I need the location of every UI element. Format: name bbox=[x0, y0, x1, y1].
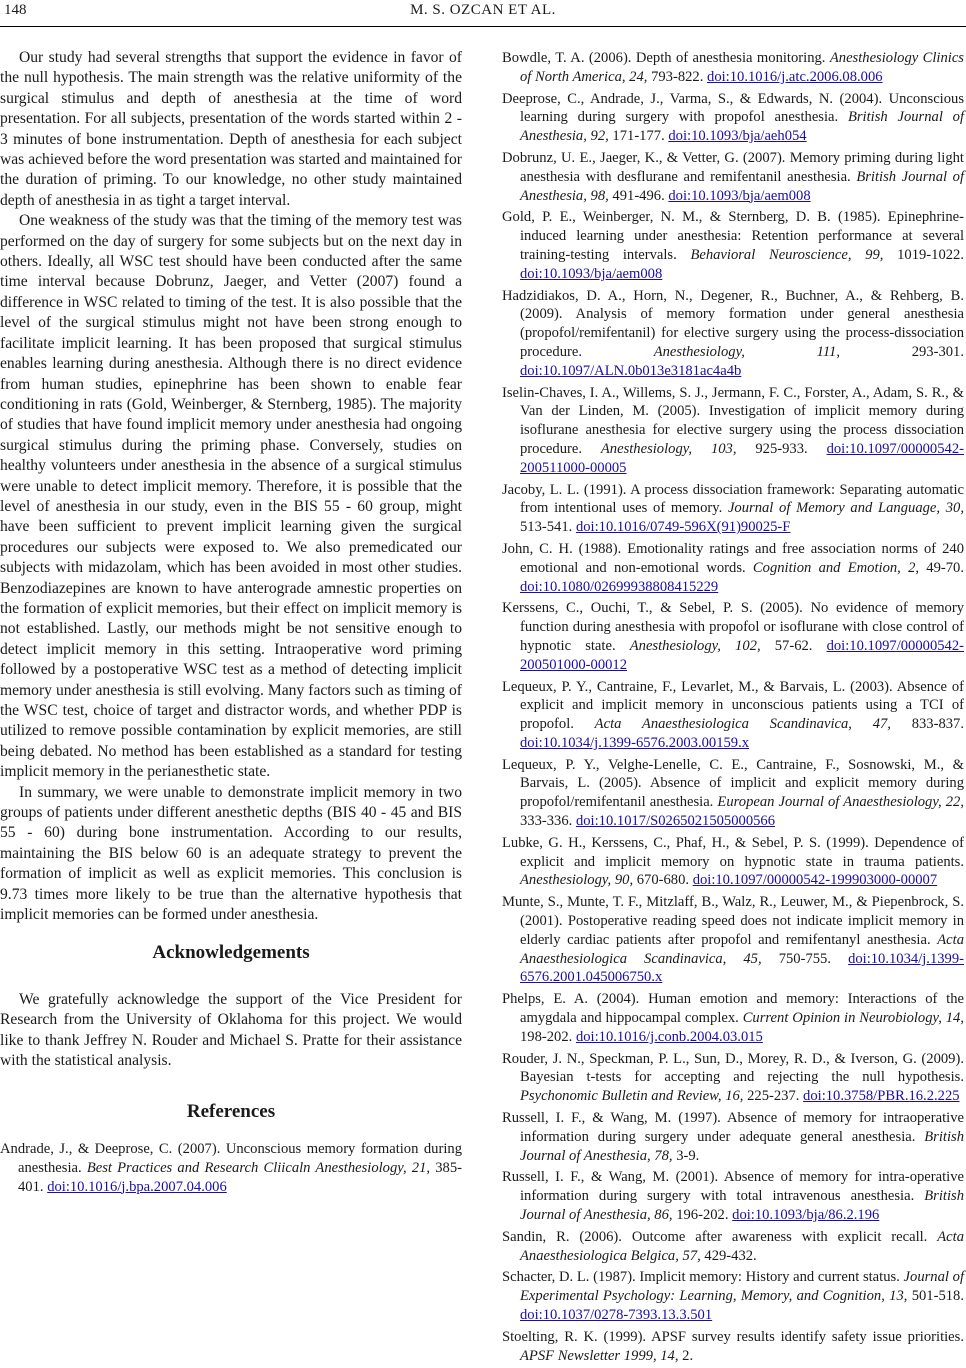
body-paragraph: Our study had several strengths that support the evidence in favor of the null hypothesis. The main strength was the relative uniformity of the surgical stimulus and depth of anesthesia at the time of word presentation. For all subjects, presentation of the words started within 2 - 3 minutes of bone instrumentation. Depth of anesthesia for each subject was achieved before the word presentation was started and maintained for the duration of priming. To our knowledge, no other study maintained depth of anesthesia in as tight a target interval. bbox=[0, 49, 462, 209]
reference-authors-title: Deeprose, C., Andrade, J., Varma, S., & Edwards, N. (2004). Unconscious learning during surgery with propofol anesthesia. bbox=[502, 90, 964, 126]
reference-doi-link[interactable]: doi:10.1097/ALN.0b013e3181ac4a4b bbox=[520, 362, 742, 379]
reference-pages: 2. bbox=[678, 1347, 694, 1364]
reference-source: Cognition and Emotion, 2, bbox=[752, 559, 920, 576]
reference-entry bbox=[502, 1268, 964, 1324]
reference-source: Best Practices and Research Cliicaln Anesthesiology, 21, bbox=[86, 1159, 431, 1176]
reference-pages: 3-9. bbox=[672, 1147, 700, 1164]
reference-pages: 293-301. bbox=[839, 343, 964, 360]
reference-doi-link[interactable]: doi:10.1016/j.atc.2006.08.006 bbox=[707, 68, 883, 85]
reference-pages: 49-70. bbox=[919, 559, 964, 576]
reference-pages: 491-496. bbox=[608, 187, 669, 204]
acknowledgements-text: We gratefully acknowledge the support of the Vice President for Research from the University of Oklahoma for this project. We would like to thank Jeffrey N. Rouder and Michael S. Pratte for their assistance with the statistical analysis. bbox=[0, 990, 462, 1070]
reference-source: Acta Anaesthesiologica Belgica, 57, bbox=[520, 1228, 964, 1264]
reference-doi-link[interactable]: doi:10.1093/bja/aeh054 bbox=[668, 128, 807, 145]
reference-pages: 333-336. bbox=[520, 813, 576, 830]
reference-pages: 385-401. bbox=[18, 1159, 462, 1195]
reference-entry bbox=[502, 49, 964, 87]
reference-source: British Journal of Anesthesia, 92, bbox=[520, 109, 965, 145]
running-head: M. S. OZCAN ET AL. bbox=[410, 2, 556, 18]
reference-source: European Journal of Anaesthesiology, 22, bbox=[717, 794, 964, 811]
reference-doi-link[interactable]: doi:10.1034/j.1399-6576.2001.045006750.x bbox=[520, 950, 965, 986]
reference-pages: 793-822. bbox=[647, 68, 708, 85]
reference-source: British Journal of Anesthesia, 86, bbox=[520, 1188, 964, 1224]
reference-source: Journal of Experimental Psychology: Learning, Memory, and Cognition, 13, bbox=[520, 1269, 964, 1305]
reference-doi-link[interactable]: doi:10.1016/0749-596X(91)90025-F bbox=[575, 519, 791, 536]
acknowledgements-heading: Acknowledgements bbox=[152, 942, 310, 964]
reference-doi-link[interactable]: doi:10.1016/j.conb.2004.03.015 bbox=[575, 1028, 763, 1045]
reference-authors-title: Lequeux, P. Y., Velghe-Lenelle, C. E., Cantraine, F., Sosnowski, M., & Barvais, L. (2005). Absence of implicit and explicit memory during propofol/remifentanil anesthesia. bbox=[502, 756, 964, 811]
reference-authors-title: Lequeux, P. Y., Cantraine, F., Levarlet, M., & Barvais, L. (2003). Absence of explicit and implicit memory in unconscious patients using a TCI of propofol. bbox=[502, 678, 964, 733]
reference-source: Behavioral Neuroscience, 99, bbox=[690, 246, 884, 263]
reference-entry bbox=[502, 893, 964, 987]
references-heading: References bbox=[186, 1100, 276, 1122]
reference-source: Current Opinion in Neurobiology, 14, bbox=[742, 1010, 964, 1027]
reference-entry bbox=[502, 990, 964, 1046]
reference-authors-title: Gold, P. E., Weinberger, N. M., & Sternberg, D. B. (1985). Epinephrine-induced learning under anesthesia: Retention performance at several training-testing intervals. bbox=[502, 209, 964, 263]
reference-doi-link[interactable]: doi:10.1037/0278-7393.13.3.501 bbox=[520, 1307, 713, 1323]
reference-doi-link[interactable]: doi:10.1093/bja/aem008 bbox=[520, 265, 663, 282]
reference-entry bbox=[502, 149, 964, 205]
reference-pages: 513-541. bbox=[520, 519, 576, 536]
reference-authors-title: Dobrunz, U. E., Jaeger, K., & Vetter, G. (2007). Memory priming during light anesthesia with desflurane and remifentanil anesthesia. bbox=[502, 149, 964, 185]
reference-entry bbox=[502, 384, 964, 478]
reference-pages: 196-202. bbox=[672, 1207, 733, 1224]
reference-authors-title: Andrade, J., & Deeprose, C. (2007). Unconscious memory formation during anesthesia. bbox=[0, 1140, 462, 1176]
reference-pages: 171-177. bbox=[608, 128, 669, 145]
reference-doi-link[interactable]: doi:10.1017/S0265021505000566 bbox=[575, 813, 776, 830]
reference-pages: 225-237. bbox=[743, 1088, 804, 1105]
reference-authors-title: Russell, I. F., & Wang, M. (1997). Absence of memory for intraoperative information during surgery under adequate general anesthesia. bbox=[502, 1110, 964, 1145]
reference-pages: 925-933. bbox=[736, 440, 827, 457]
page-number: 148 bbox=[4, 2, 27, 18]
reference-entry bbox=[502, 834, 964, 890]
left-column bbox=[0, 48, 462, 1199]
reference-entry bbox=[502, 1328, 964, 1366]
reference-authors-title: Rouder, J. N., Speckman, P. L., Sun, D., Morey, R. D., & Iverson, G. (2009). Bayesian t-tests for accepting and rejecting the null hypothesis. bbox=[502, 1050, 964, 1086]
reference-doi-link[interactable]: doi:10.1093/bja/aem008 bbox=[668, 187, 811, 204]
reference-authors-title: Russell, I. F., & Wang, M. (2001). Absence of memory for intra-operative information during surgery with total intravenous anesthesia. bbox=[502, 1169, 964, 1205]
body-paragraph: One weakness of the study was that the timing of the memory test was performed on the day of surgery for some subjects but on the next day in others. Ideally, all WSC test should have been conducted after the same time interval because Dobrunz, Jaeger, and Vetter (2007) found a difference in WSC related to timing of the test. It is also possible that the level of the surgical stimulus might not have been strong enough to facilitate implicit learning. It has been proposed that surgical stimulus enables learning during anesthesia. Although there is no direct evidence from human studies, epinephrine has been shown to enable fear conditioning in rats (Gold, Weinberger, & Sternberg, 1985). The majority of studies that have found implicit memory under anesthesia had ongoing surgical stimulus during the priming phase. Conversely, studies on healthy volunteers under anesthesia in the absence of a surgical stimulus were unable to detect implicit memory. Therefore, it is possible that the level of anesthesia in our study, even in the BIS 55 - 60 group, might have been sufficient to prevent implicit learning given the surgical procedures our subjects were exposed to. We also premedicated our subjects with midazolam, which has been avoided in most other studies. Benzodiazepines are known to have anterograde amnestic properties on the formation of explicit memories, but their effect on implicit memory is not established. Lastly, our methods might be not sensitive enough to detect implicit memory in this setting. Intraoperative word priming followed by a postoperative WSC test as a method of detecting implicit memory under anesthesia is still evolving. Many factors such as timing of the WSC test, choice of target and distractor words, and whether PDP is utilized to remove possible contamination by explicit memories, are still being debated. No method has been established as a standard for testing implicit memory in the perianesthetic state. bbox=[0, 212, 462, 781]
reference-source: Acta Anaesthesiologica Scandinavica, 45, bbox=[520, 931, 964, 967]
header-rule bbox=[0, 26, 966, 27]
reference-authors-title: Schacter, D. L. (1987). Implicit memory: History and current status. bbox=[502, 1269, 904, 1286]
reference-authors-title: Kerssens, C., Ouchi, T., & Sebel, P. S. (2005). No evidence of memory function during anesthesia with propofol or isoflurane with close control of hypnotic state. bbox=[502, 600, 964, 654]
reference-authors-title: Hadzidiakos, D. A., Horn, N., Degener, R., Buchner, A., & Rehberg, B. (2009). Analysis of memory formation under general anesthesia (propofol/remifentanil) for elective surgery using the process-dissociation procedure. bbox=[502, 287, 964, 360]
reference-source: Anesthesiology, 111, bbox=[653, 343, 840, 360]
reference-doi-link[interactable]: doi:10.1080/02699938808415229 bbox=[520, 578, 719, 595]
reference-authors-title: Jacoby, L. L. (1991). A process dissociation framework: Separating automatic from intentional uses of memory. bbox=[502, 481, 964, 517]
reference-authors-title: Stoelting, R. K. (1999). APSF survey results identify safety issue priorities. bbox=[502, 1328, 964, 1345]
reference-entry bbox=[502, 599, 964, 674]
reference-doi-link[interactable]: doi:10.1097/00000542-200501000-00012 bbox=[520, 637, 965, 673]
reference-pages: 57-62. bbox=[760, 637, 827, 654]
body-paragraph: In summary, we were unable to demonstrate implicit memory in two groups of patients under different anesthetic depths (BIS 40 - 45 and BIS 55 - 60) during bone instrumentation. According to our results, maintaining the BIS below 60 is an adequate strategy to prevent the formation of implicit as well as explicit memories. This conclusion is 9.73 times more likely to be true than the alternative hypothesis that implicit memories can be formed under anesthesia. bbox=[0, 783, 462, 924]
reference-source: APSF Newsletter 1999, 14, bbox=[520, 1347, 679, 1364]
reference-pages: 501-518. bbox=[907, 1288, 964, 1305]
reference-entry bbox=[502, 1050, 964, 1106]
reference-doi-link[interactable]: doi:10.1093/bja/86.2.196 bbox=[732, 1207, 880, 1224]
reference-source: Acta Anaesthesiologica Scandinavica, 47, bbox=[594, 716, 891, 733]
reference-authors-title: John, C. H. (1988). Emotionality ratings and free association norms of 240 emotional and non-emotional words. bbox=[502, 540, 964, 576]
right-column bbox=[502, 49, 964, 1368]
reference-entry bbox=[502, 208, 964, 283]
reference-source: British Journal of Anesthesia, 78, bbox=[520, 1128, 964, 1164]
reference-entry bbox=[502, 678, 964, 753]
reference-authors-title: Sandin, R. (2006). Outcome after awareness with explicit recall. bbox=[502, 1228, 938, 1245]
reference-source: Anesthesiology, 102, bbox=[629, 637, 761, 654]
reference-entry bbox=[502, 1228, 964, 1266]
reference-entry bbox=[502, 1168, 964, 1224]
reference-source: Journal of Memory and Language, 30, bbox=[727, 500, 964, 517]
references-list-left bbox=[0, 1140, 462, 1196]
reference-pages: 429-432. bbox=[700, 1247, 757, 1264]
reference-entry bbox=[502, 756, 964, 831]
reference-authors-title: Munte, S., Munte, T. F., Mitzlaff, B., Walz, R., Leuwer, M., & Piepenbrock, S. (2001). Postoperative reading speed does not indicate implicit memory in elderly cardiac patients after propofol and remifentanyl anesthesia. bbox=[502, 894, 964, 948]
reference-source: Psychonomic Bulletin and Review, 16, bbox=[520, 1088, 744, 1105]
page-header bbox=[0, 0, 966, 28]
reference-pages: 670-680. bbox=[633, 872, 693, 889]
reference-source: British Journal of Anesthesia, 98, bbox=[520, 168, 964, 204]
reference-entry bbox=[502, 287, 964, 381]
references-list-right bbox=[502, 49, 964, 1365]
reference-pages: 198-202. bbox=[520, 1028, 576, 1045]
reference-authors-title: Iselin-Chaves, I. A., Willems, S. J., Jermann, F. C., Forster, A., Adam, S. R., & Van der Linden, M. (2005). Investigation of implicit memory during isoflurane anesthesia for elective surgery using the process dissociation procedure. bbox=[502, 384, 964, 457]
reference-doi-link[interactable]: doi:10.1034/j.1399-6576.2003.00159.x bbox=[520, 734, 750, 751]
reference-authors-title: Bowdle, T. A. (2006). Depth of anesthesia monitoring. bbox=[502, 50, 830, 66]
reference-entry bbox=[502, 481, 964, 537]
reference-doi-link[interactable]: doi:10.1097/00000542-199903000-00007 bbox=[692, 872, 938, 889]
reference-source: Anesthesiology, 103, bbox=[600, 440, 737, 457]
reference-entry bbox=[0, 1140, 462, 1196]
reference-entry bbox=[502, 90, 964, 146]
reference-authors-title: Phelps, E. A. (2004). Human emotion and memory: Interactions of the amygdala and hippocampal complex. bbox=[502, 991, 964, 1027]
reference-entry bbox=[502, 540, 964, 596]
reference-source: Anesthesiology Clinics of North America, 24, bbox=[520, 50, 964, 85]
reference-doi-link[interactable]: doi:10.1097/00000542-200511000-00005 bbox=[520, 440, 964, 476]
reference-pages: 1019-1022. bbox=[883, 246, 964, 263]
reference-authors-title: Lubke, G. H., Kerssens, C., Phaf, H., & Sebel, P. S. (1999). Dependence of explicit and implicit memory on hypnotic state in trauma patients. bbox=[502, 834, 964, 870]
reference-doi-link[interactable]: doi:10.1016/j.bpa.2007.04.006 bbox=[47, 1178, 227, 1195]
reference-pages: 833-837. bbox=[890, 716, 964, 733]
reference-pages: 750-755. bbox=[761, 950, 849, 967]
reference-entry bbox=[502, 1109, 964, 1165]
reference-source: Anesthesiology, 90, bbox=[520, 872, 634, 889]
reference-doi-link[interactable]: doi:10.3758/PBR.16.2.225 bbox=[803, 1088, 960, 1105]
